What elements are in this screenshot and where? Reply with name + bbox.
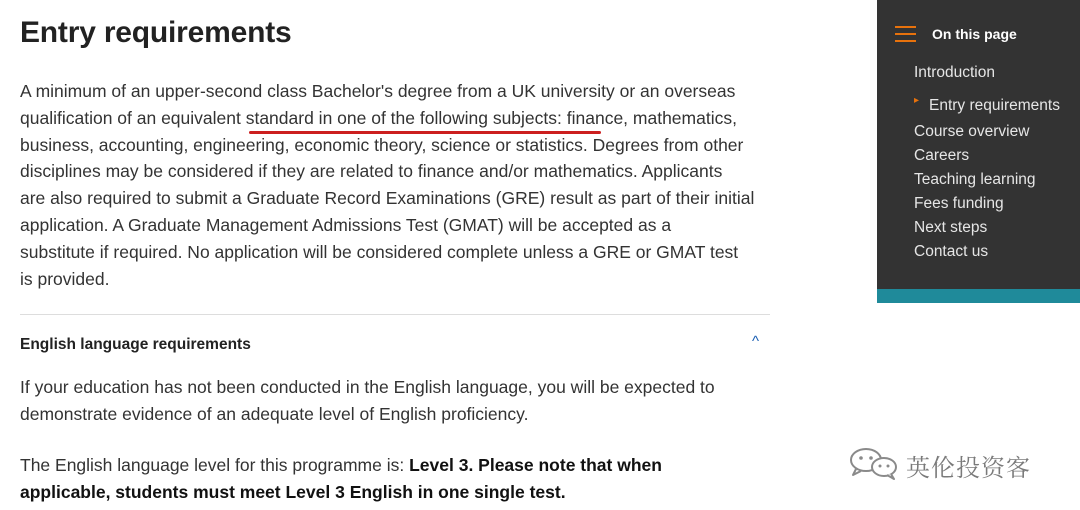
- intro-line-text: as part of their initial: [592, 188, 755, 209]
- watermark-text: 英伦投资客: [906, 454, 1031, 482]
- sidebar-item-teaching-learning[interactable]: [914, 171, 1060, 195]
- sidebar-item-label: Entry requirements: [929, 97, 1060, 114]
- intro-paragraph: [20, 78, 780, 292]
- intro-line: [20, 185, 780, 212]
- accordion-title: English language requirements: [20, 336, 251, 353]
- intro-line: is provided.: [20, 268, 110, 289]
- english-level-text: [20, 452, 780, 506]
- intro-line-text: are also required to submit a: [20, 188, 247, 209]
- level-prefix: The English language level for this programme is:: [20, 455, 410, 475]
- sidebar-item-entry-requirements[interactable]: [914, 97, 1060, 123]
- hamburger-menu-icon[interactable]: [895, 26, 916, 42]
- sidebar-item-label: Introduction: [914, 64, 995, 81]
- gre-highlight-underline: [249, 131, 601, 134]
- chevron-up-icon[interactable]: ^: [752, 333, 760, 350]
- intro-line: A minimum of an upper-second class Bachelor's degree from a UK university or an overseas: [20, 81, 736, 101]
- watermark: [846, 445, 1056, 485]
- on-this-page-sidebar: [877, 0, 1080, 289]
- sidebar-nav: [914, 64, 1060, 267]
- level-line: [20, 452, 780, 479]
- sidebar-item-label: Course overview: [914, 123, 1030, 140]
- intro-line: qualification of an equivalent standard in one of the following subjects: finance, mathematics,: [20, 107, 737, 128]
- wechat-icon: [846, 445, 902, 481]
- sidebar-item-label: Fees funding: [914, 195, 1004, 212]
- sidebar-item-label: Next steps: [914, 219, 988, 236]
- sidebar-item-label: Contact us: [914, 243, 989, 260]
- sidebar-item-label: Careers: [914, 147, 970, 164]
- sidebar-item-careers[interactable]: [914, 147, 1060, 171]
- level-bold: applicable, students must meet Level 3 English in one single test.: [20, 481, 566, 502]
- sidebar-item-fees-funding[interactable]: [914, 195, 1060, 219]
- level-bold: Level 3. Please note that when: [409, 455, 662, 475]
- sidebar-title: On this page: [932, 26, 1017, 42]
- sidebar-item-next-steps[interactable]: [914, 219, 1060, 243]
- sidebar-item-label: Teaching learning: [914, 171, 1036, 188]
- english-line: If your education has not been conducted in the English language, you will be expected to: [20, 377, 715, 397]
- intro-line: business, accounting, engineering, economic theory, science or statistics. Degrees from other: [20, 134, 744, 155]
- level-line: [20, 479, 780, 506]
- sidebar-item-course-overview[interactable]: [914, 123, 1060, 147]
- active-marker-icon: ▸: [914, 95, 920, 106]
- sidebar-accent-stripe: [877, 289, 1080, 303]
- intro-line: substitute if required. No application will be considered complete unless a GRE or GMAT test: [20, 241, 739, 262]
- english-line: demonstrate evidence of an adequate level of English proficiency.: [20, 403, 529, 424]
- sidebar-item-introduction[interactable]: [914, 64, 1060, 97]
- english-requirements-accordion-toggle[interactable]: [20, 333, 770, 359]
- page-title: Entry requirements: [20, 16, 292, 49]
- gre-result-link[interactable]: Graduate Record Examinations (GRE) result: [246, 188, 593, 209]
- section-divider: [20, 314, 770, 315]
- intro-line: application. A Graduate Management Admissions Test (GMAT) will be accepted as a: [20, 214, 672, 235]
- english-requirements-text: [20, 374, 780, 428]
- intro-line: disciplines may be considered if they are related to finance and/or mathematics. Applicants: [20, 161, 723, 182]
- sidebar-item-contact-us[interactable]: [914, 243, 1060, 267]
